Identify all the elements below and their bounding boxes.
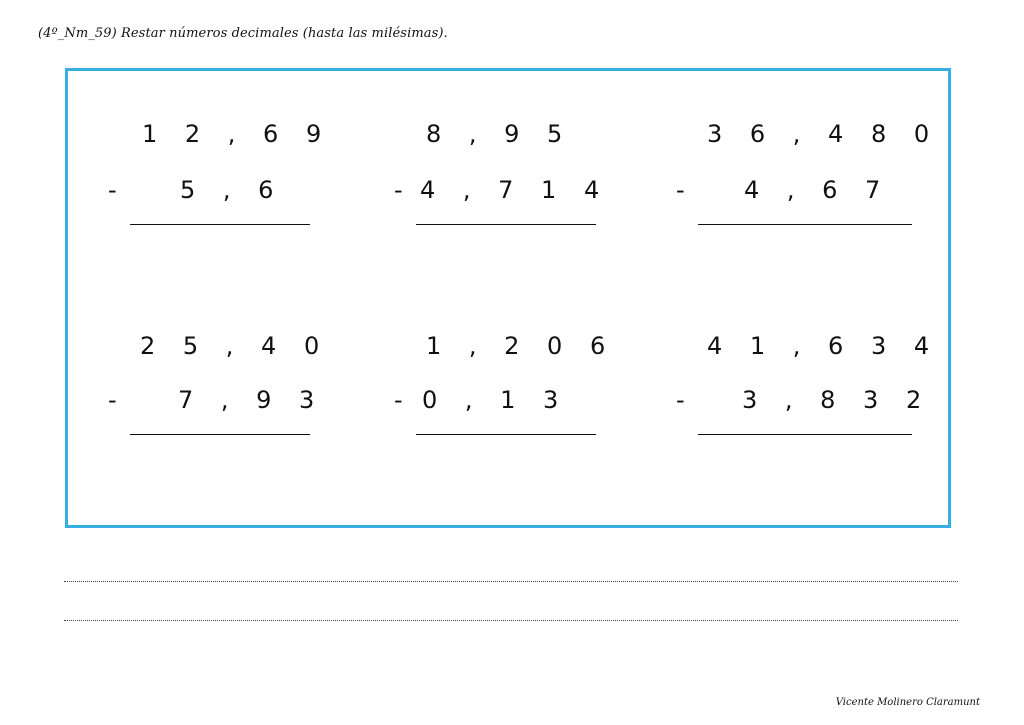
subtraction-problem-3 <box>676 118 940 248</box>
minus-sign: - <box>676 386 685 414</box>
subtrahend: 3 , 8 3 2 <box>742 386 932 414</box>
answer-line <box>130 224 310 225</box>
subtrahend: 7 , 9 3 <box>178 386 325 414</box>
subtraction-problem-5 <box>394 330 654 460</box>
subtrahend: 0 , 1 3 <box>422 386 569 414</box>
minus-sign: - <box>394 176 403 204</box>
minuend: 2 5 , 4 0 <box>140 332 330 360</box>
answer-line <box>130 434 310 435</box>
answer-line <box>416 224 596 225</box>
minus-sign: - <box>676 176 685 204</box>
writing-line-2 <box>64 620 958 621</box>
subtraction-problem-4 <box>108 330 368 460</box>
worksheet-title: (4º_Nm_59) Restar números decimales (hasta las milésimas). <box>38 26 448 41</box>
minuend: 4 1 , 6 3 4 <box>707 332 940 360</box>
author-signature: Vicente Molinero Claramunt <box>835 697 980 708</box>
minuend: 8 , 9 5 <box>426 120 573 148</box>
answer-line <box>416 434 596 435</box>
writing-line-1 <box>64 581 958 582</box>
answer-line <box>698 224 912 225</box>
minuend: 3 6 , 4 8 0 <box>707 120 940 148</box>
minuend: 1 2 , 6 9 <box>142 120 332 148</box>
minus-sign: - <box>108 176 117 204</box>
subtrahend: 5 , 6 <box>180 176 284 204</box>
subtrahend: 4 , 7 1 4 <box>420 176 610 204</box>
minus-sign: - <box>394 386 403 414</box>
answer-line <box>698 434 912 435</box>
subtraction-problem-2 <box>394 118 654 248</box>
minuend: 1 , 2 0 6 <box>426 332 616 360</box>
minus-sign: - <box>108 386 117 414</box>
subtrahend: 4 , 6 7 <box>744 176 891 204</box>
subtraction-problem-1 <box>108 118 368 248</box>
subtraction-problem-6 <box>676 330 940 460</box>
